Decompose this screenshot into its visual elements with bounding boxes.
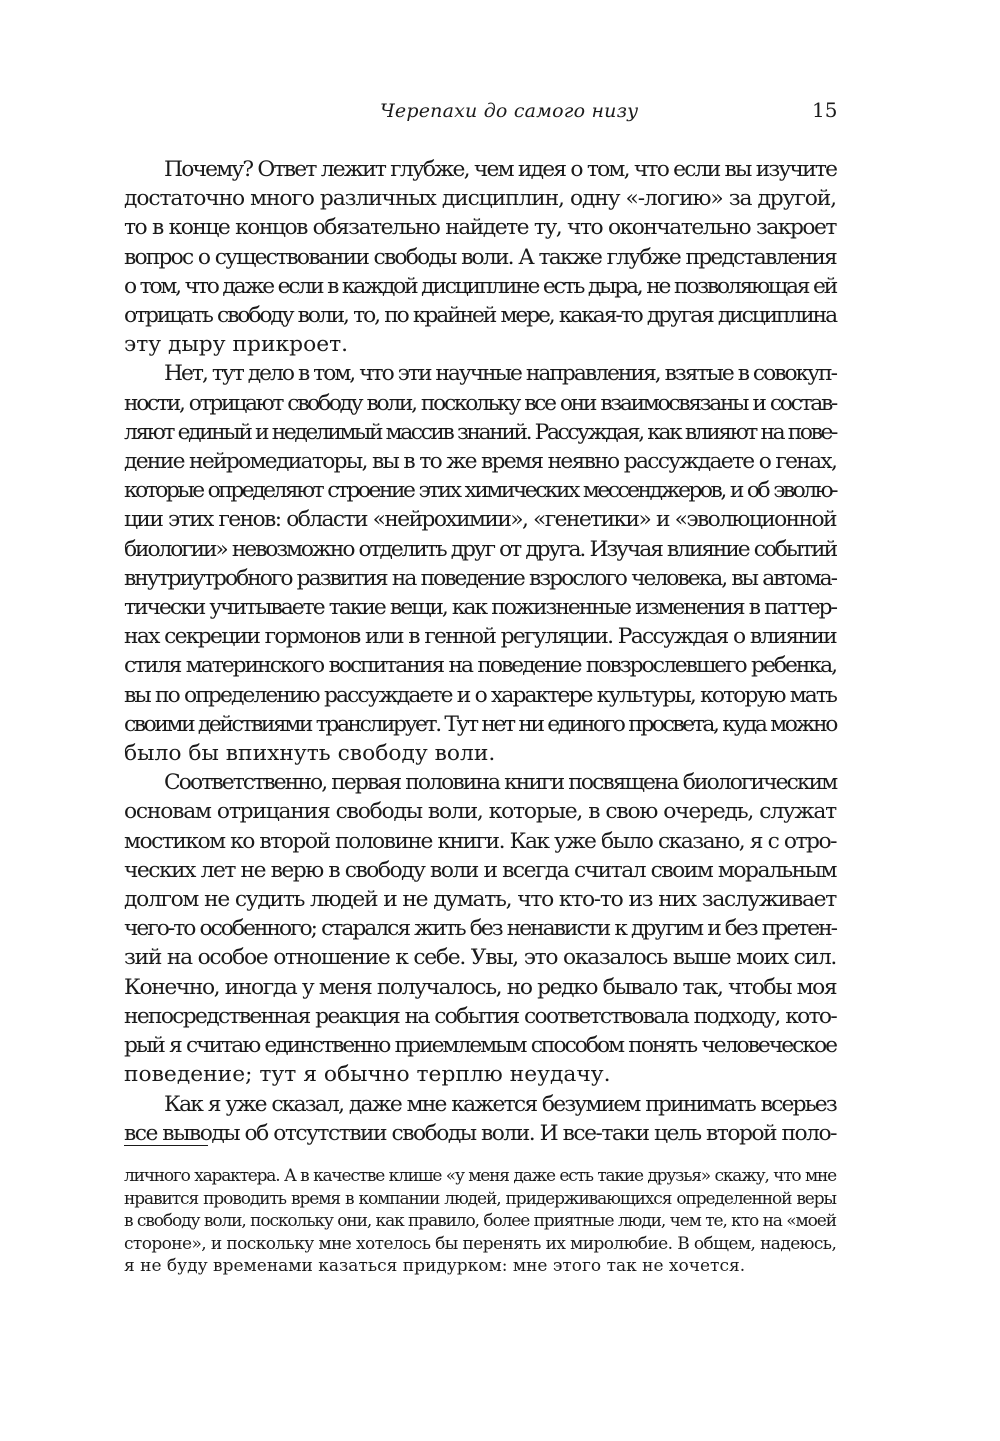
text-line: о том, что даже если в каждой дисциплине есть дыра, не позволяющая ей <box>124 273 837 299</box>
text-line: ческих лет не верю в свободу воли и всегда считал своим моральным <box>124 857 836 883</box>
text-line: ности, отрицают свободу воли, поскольку все они взаимосвязаны и состав- <box>124 390 836 416</box>
text-line: рый я считаю единственно приемлемым способом понять человеческое <box>124 1033 836 1059</box>
text-line: долгом не судить людей и не думать, что кто-то из них заслуживает <box>124 887 836 913</box>
text-line: Почему? Ответ лежит глубже, чем идея о том, что если вы изучите <box>164 157 837 182</box>
text-line: Нет, тут дело в том, что эти научные направления, взятые в совокуп- <box>164 361 836 387</box>
text-line: тически учитываете такие вещи, как пожизненные изменения в паттер- <box>124 595 836 621</box>
text-line: стиля материнского воспитания на поведение повзрослевшего ребенка, <box>124 653 836 679</box>
text-line: Конечно, иногда у меня получалось, но редко бывало так, чтобы моя <box>124 974 837 1000</box>
text-line: внутриутробного развития на поведение взрослого человека, вы автома- <box>124 565 836 591</box>
text-line: все выводы об отсутствии свободы воли. И все-таки цель второй поло- <box>124 1120 836 1146</box>
text-line: биологии» невозможно отделить друг от друга. Изучая влияние событий <box>124 536 836 562</box>
text-line: зий на особое отношение к себе. Увы, это оказалось выше моих сил. <box>124 945 836 971</box>
text-line: эту дыру прикроет. <box>124 332 349 358</box>
footnote-line: я не буду временами казаться придурком: мне этого так не хочется. <box>124 1256 746 1277</box>
text-line: то в конце концов обязательно найдете ту, что окончательно закроет <box>124 215 836 241</box>
text-line: ляют единый и неделимый массив знаний. Рассуждая, как влияют на пове- <box>124 419 836 445</box>
text-line: основам отрицания свободы воли, которые, в свою очередь, служат <box>124 799 836 825</box>
footnote <box>124 1165 836 1278</box>
text-line: непосредственная реакция на события соответствовала подходу, кото- <box>124 1003 836 1029</box>
text-line: которые определяют строение этих химических мессенджеров, и об эволю- <box>124 478 836 504</box>
text-line: было бы впихнуть свободу воли. <box>124 741 496 767</box>
main-text <box>124 155 836 1148</box>
text-line: дение нейромедиаторы, вы в то же время неявно рассуждаете о генах, <box>124 449 837 475</box>
text-line: своими действиями транслирует. Тут нет ни единого просвета, куда можно <box>124 711 836 737</box>
text-line: отрицать свободу воли, то, по крайней мере, какая-то другая дисциплина <box>124 303 836 329</box>
text-line: Как я уже сказал, даже мне кажется безумием принимать всерьез <box>164 1091 836 1117</box>
page-number: 15 <box>812 98 838 122</box>
text-line: вопрос о существовании свободы воли. А также глубже представления <box>124 244 836 270</box>
footnote-line: личного характера. А в качестве клише «у меня даже есть такие друзья» скажу, что мне <box>124 1166 836 1186</box>
footnote-line: нравится проводить время в компании людей, придерживающихся определенной веры <box>124 1188 836 1209</box>
text-line: Соответственно, первая половина книги посвящена биологическим <box>164 770 837 796</box>
text-line: достаточно много различных дисциплин, одну «-логию» за другой, <box>124 186 836 212</box>
footnote-line: в свободу воли, поскольку они, как правило, более приятные люди, чем те, кто на «моей <box>124 1211 836 1232</box>
footnote-line: стороне», и поскольку мне хотелось бы перенять их миролюбие. В общем, надеюсь, <box>124 1233 837 1254</box>
text-line: поведение; тут я обычно терплю неудачу. <box>124 1062 611 1088</box>
text-line: вы по определению рассуждаете и о характере культуры, которую мать <box>124 682 836 708</box>
running-head-title: Черепахи до самого низу <box>380 100 639 122</box>
text-line: ции этих генов: области «нейрохимии», «генетики» и «эволюционной <box>124 507 836 533</box>
text-line: мостиком ко второй половине книги. Как уже было сказано, я с отро- <box>124 828 836 854</box>
text-line: нах секреции гормонов или в генной регуляции. Рассуждая о влиянии <box>124 624 836 650</box>
footnote-divider <box>124 1145 208 1146</box>
text-line: чего-то особенного; старался жить без ненависти к другим и без претен- <box>124 916 836 942</box>
